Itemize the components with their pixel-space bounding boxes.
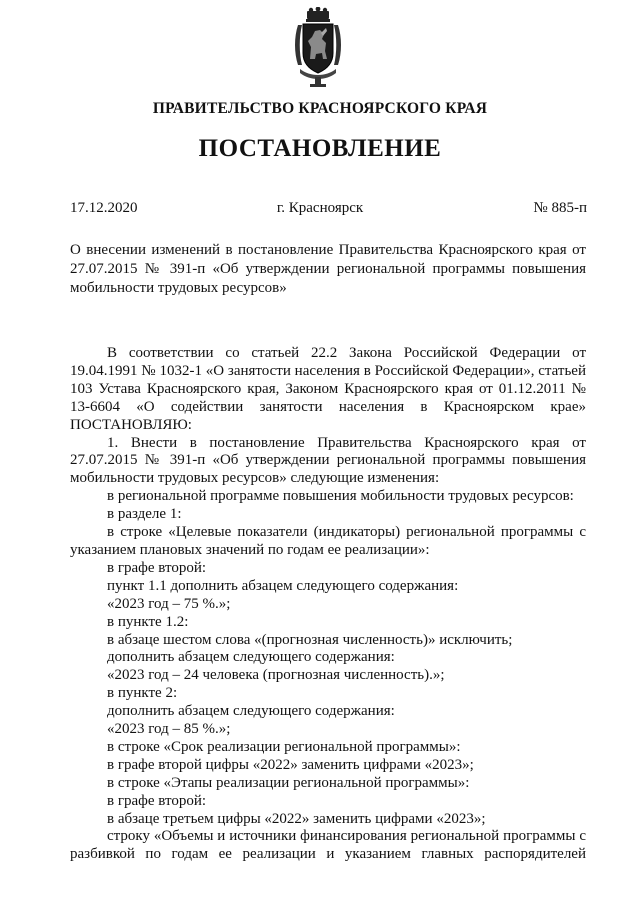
paragraph: в графе второй: (107, 792, 207, 809)
government-title: ПРАВИТЕЛЬСТВО КРАСНОЯРСКОГО КРАЯ (152, 100, 488, 117)
paragraph: дополнить абзацем следующего содержания: (107, 703, 395, 720)
paragraph: в строке «Срок реализации региональной программы»: (107, 738, 461, 755)
paragraph: в строке «Целевые показатели (индикаторы) региональной программы с указанием плановых значений по годам ее реализации»: (70, 524, 586, 558)
paragraph: «2023 год – 24 человека (прогнозная численность).»; (107, 667, 445, 684)
paragraph: дополнить абзацем следующего содержания: (107, 649, 395, 666)
paragraph: в разделе 1: (107, 506, 182, 523)
paragraph: строку «Объемы и источники финансирования региональной программы с разбивкой по годам ее реализации и указанием главных распорядителей (70, 828, 586, 863)
document-city: г. Красноярск (276, 200, 364, 216)
coat-of-arms-icon (292, 7, 344, 89)
paragraph: в графе второй: (107, 559, 207, 576)
paragraph: в абзаце третьем цифры «2022» заменить цифрами «2023»; (107, 810, 486, 827)
paragraph: в графе второй цифры «2022» заменить цифрами «2023»; (107, 756, 474, 773)
paragraph: в пункте 1.2: (107, 613, 189, 630)
paragraph: пункт 1.1 дополнить абзацем следующего содержания: (107, 577, 459, 594)
document-type-title: ПОСТАНОВЛЕНИЕ (198, 135, 442, 162)
document-date: 17.12.2020 (70, 200, 138, 216)
paragraph: в абзаце шестом слова «(прогнозная численность)» исключить; (107, 631, 513, 648)
document-subject: О внесении изменений в постановление Правительства Красноярского края от 27.07.2015 № 391-п «Об утверждении региональной программы повышения мобильности трудовых ресурсов» (70, 242, 586, 296)
paragraph: в пункте 2: (107, 685, 178, 702)
paragraph: «2023 год – 75 %.»; (107, 595, 231, 612)
paragraph: 1. Внести в постановление Правительства Красноярского края от 27.07.2015 № 391-п «Об утверждении региональной программы повышения мобильности трудовых ресурсов» следующие изменения: (70, 434, 586, 487)
paragraph: в региональной программе повышения мобильности трудовых ресурсов: (107, 488, 574, 505)
paragraph: в строке «Этапы реализации региональной программы»: (107, 774, 470, 791)
document-number: № 885-п (533, 200, 587, 216)
paragraph: «2023 год – 85 %.»; (107, 721, 231, 738)
paragraph: В соответствии со статьей 22.2 Закона Российской Федерации от 19.04.1991 № 1032-1 «О занятости населения в Российской Федерации», статьей 103 Устава Красноярского края, Законом Красноярского края от 01.12.2011 № 13-6604 «О содействии занятости населения в Красноярском крае» ПОСТАНОВЛЯЮ: (70, 345, 586, 433)
document-body (70, 345, 586, 864)
